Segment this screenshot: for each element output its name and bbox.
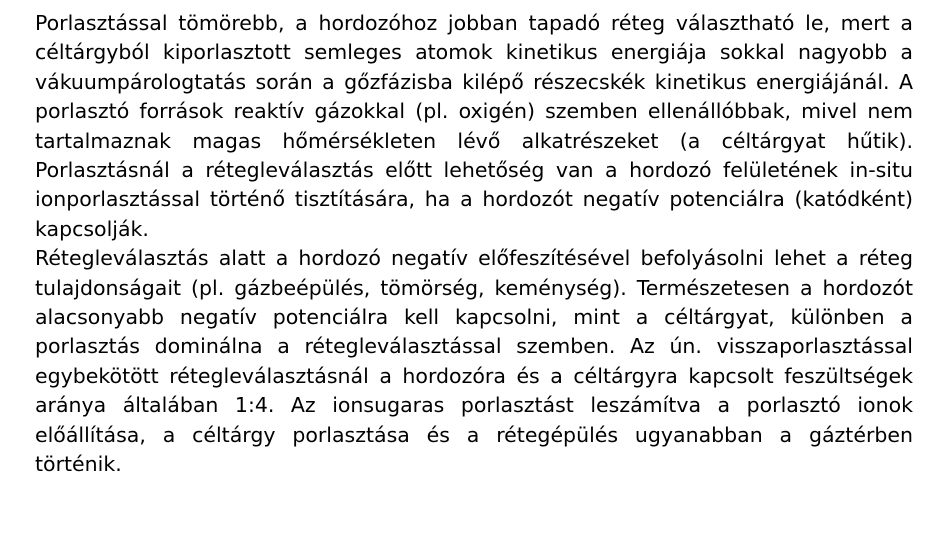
paragraph-2: Rétegleválasztás alatt a hordozó negatív előfeszítésével befolyásolni lehet a réteg tulajdonságait (pl. gázbeépülés, tömörség, keménység). Természetesen a hordozót alacsonyabb negatív potenciálra kell kapcsolni, mint a céltárgyat, különben a porlasztás dominálna a rétegleválasztással szemben. Az ún. visszaporlasztással egybekötött rétegleválasztásnál a hordozóra és a céltárgyra kapcsolt feszültségek aránya általában 1:4. Az ionsugaras porlasztást leszámítva a porlasztó ionok előállítása, a céltárgy porlasztása és a rétegépülés ugyanabban a gáztérben történik. [35,246,913,477]
document-body [35,9,913,480]
paragraph-1: Porlasztással tömörebb, a hordozóhoz jobban tapadó réteg választható le, mert a céltárgyból kiporlasztott semleges atomok kinetikus energiája sokkal nagyobb a vákuumpárologtatás során a gőzfázisba kilépő részecskék kinetikus energiájánál. A porlasztó források reaktív gázokkal (pl. oxigén) szemben ellenállóbbak, mivel nem tartalmaznak magas hőmérsékleten lévő alkatrészeket (a céltárgyat hűtik). Porlasztásnál a rétegleválasztás előtt lehetőség van a hordozó felületének in-situ ionporlasztással történő tisztítására, ha a hordozót negatív potenciálra (katódként) kapcsolják. [35,11,913,241]
